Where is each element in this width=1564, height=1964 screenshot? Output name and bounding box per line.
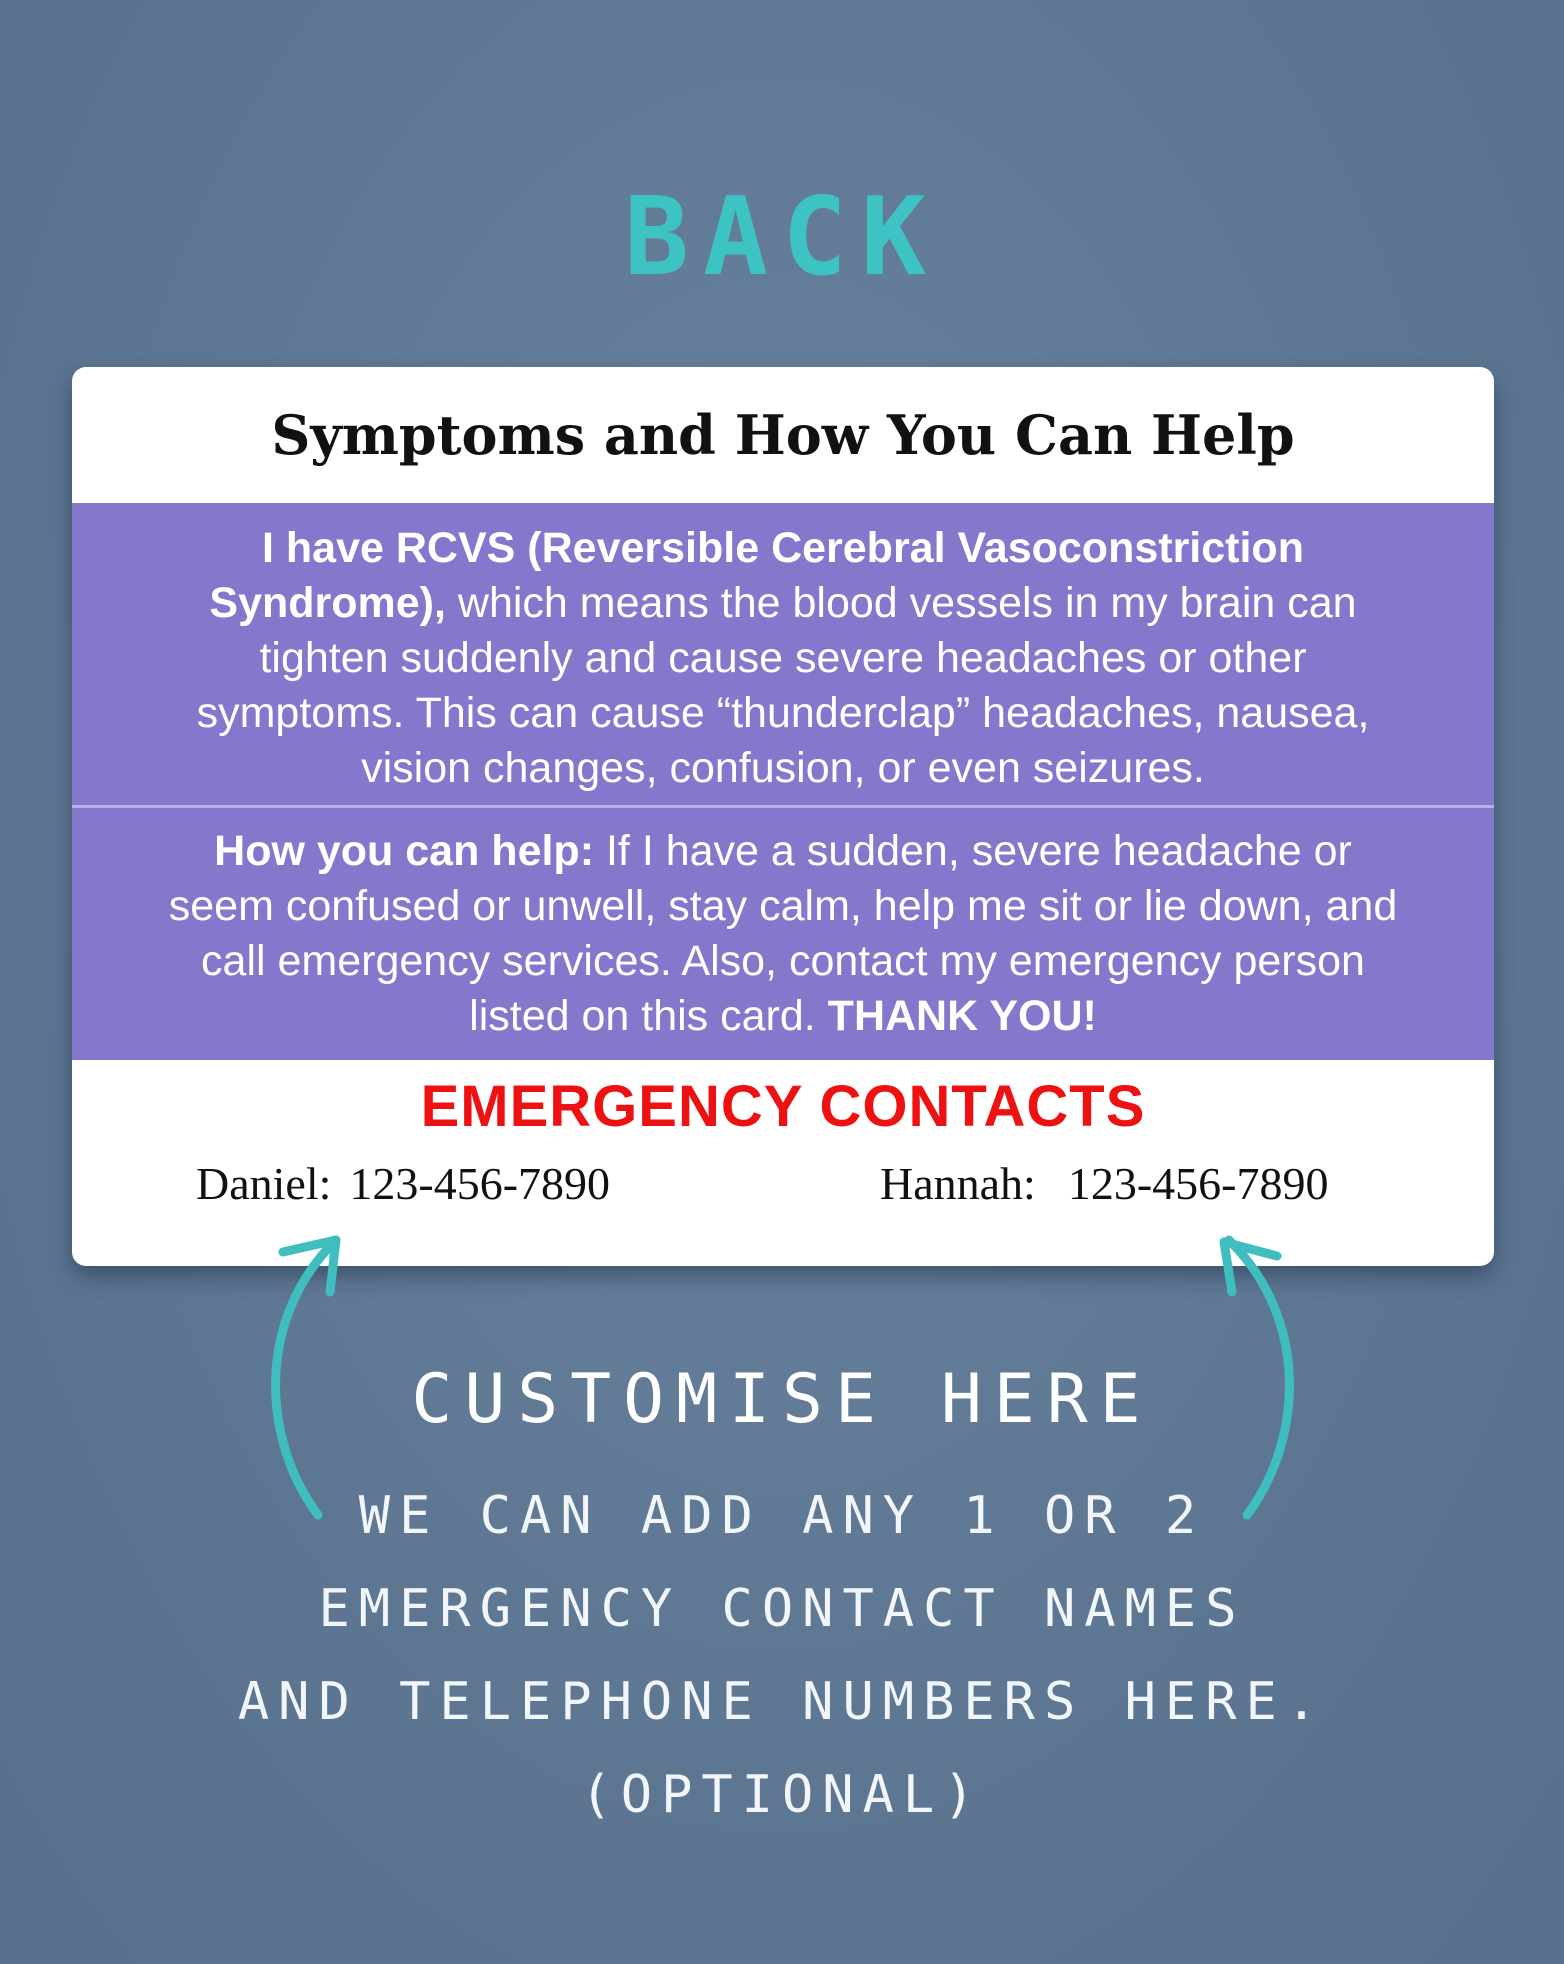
- customise-heading: CUSTOMISE HERE: [411, 1360, 1153, 1439]
- customise-line: EMERGENCY CONTACT NAMES: [318, 1579, 1246, 1639]
- contact-name: Hannah:: [880, 1158, 1036, 1209]
- condition-text: which means the blood vessels in my brain can tighten suddenly and cause severe headaches or other symptoms. This can cause “thunderclap” headaches, nausea, vision changes, confusion, or even seizures.: [196, 579, 1370, 792]
- help-text: If I have a sudden, severe headache or seem confused or unwell, stay calm, help me sit or lie down, and call emergency services. Also, contact my emergency person listed on this card.: [168, 827, 1398, 1040]
- thank-you-text: THANK YOU!: [827, 992, 1097, 1040]
- contact-name: Daniel:: [196, 1158, 332, 1209]
- contact-phone: 123-456-7890: [349, 1158, 611, 1209]
- customise-line: AND TELEPHONE NUMBERS HERE.: [237, 1672, 1327, 1732]
- contact-phone: 123-456-7890: [1067, 1158, 1329, 1209]
- emergency-contacts-heading: EMERGENCY CONTACTS: [420, 1073, 1146, 1139]
- customise-line: WE CAN ADD ANY 1 OR 2: [358, 1486, 1206, 1546]
- card-heading: Symptoms and How You Can Help: [271, 403, 1295, 467]
- customise-line: (OPTIONAL): [580, 1765, 984, 1825]
- condition-bold-text: I have RCVS (Reversible Cerebral Vasoconstriction Syndrome),: [209, 524, 1304, 627]
- page-title: BACK: [623, 175, 941, 300]
- help-bold-text: How you can help:: [214, 827, 595, 875]
- customise-description: [0, 1470, 1564, 1842]
